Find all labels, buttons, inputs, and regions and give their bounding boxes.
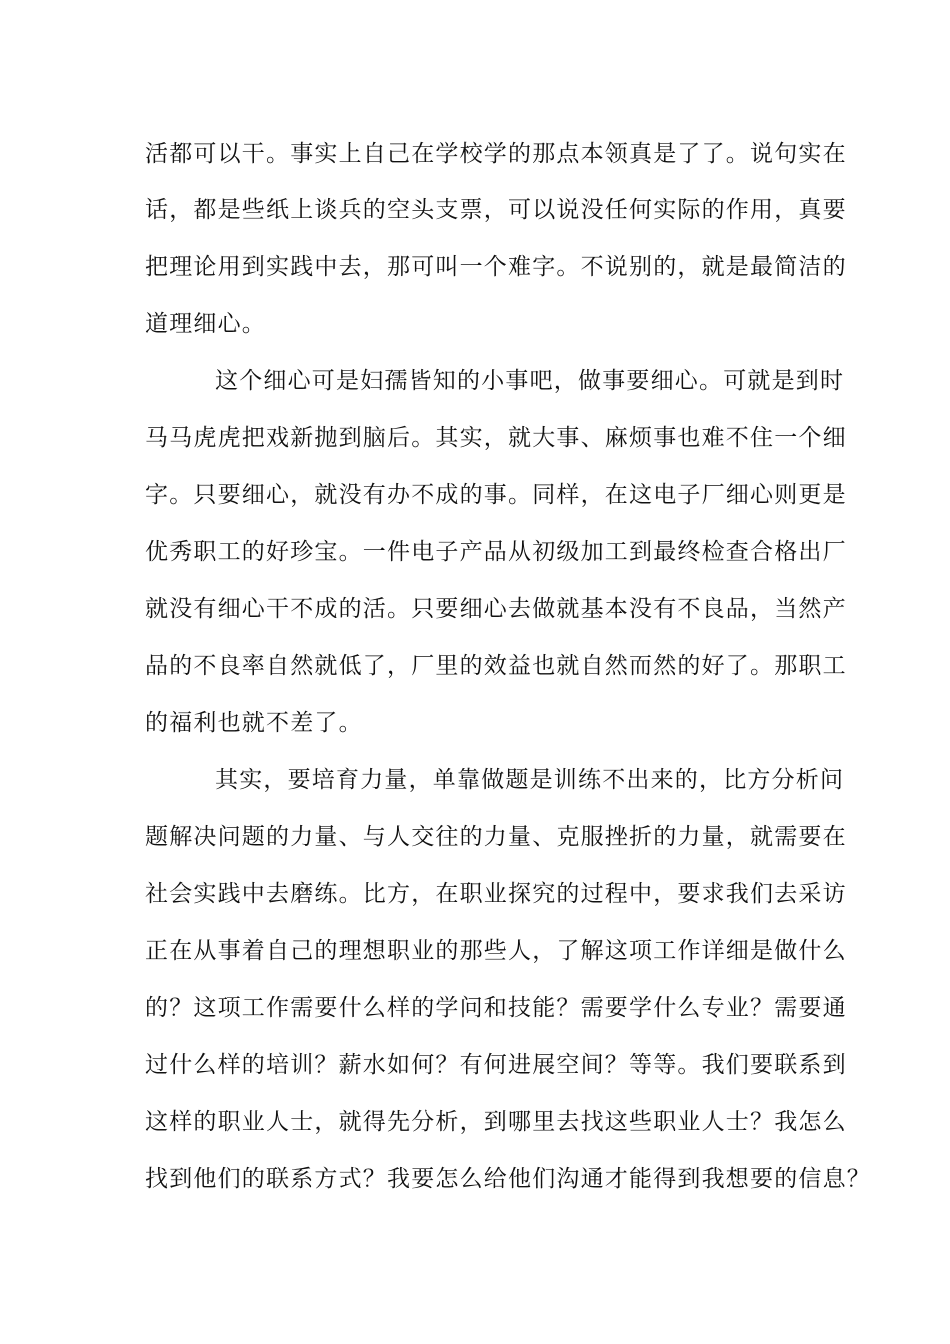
text-line: 活都可以干。事实上自己在学校学的那点本领真是了了。说句实在 — [145, 141, 847, 167]
text-line: 找到他们的联系方式？我要怎么给他们沟通才能得到我想要的信息？ — [145, 1166, 871, 1192]
text-line: 就没有细心干不成的活。只要细心去做就基本没有不良品，当然产 — [145, 596, 847, 622]
text-line: 这个细心可是妇孺皆知的小事吧，做事要细心。可就是到时 — [215, 368, 845, 394]
text-line: 优秀职工的好珍宝。一件电子产品从初级加工到最终检查合格出厂 — [145, 539, 847, 565]
text-line: 把理论用到实践中去，那可叫一个难字。不说别的，就是最简洁的 — [145, 254, 847, 280]
text-line: 过什么样的培训？薪水如何？有何进展空间？等等。我们要联系到 — [145, 1052, 847, 1078]
text-line: 其实，要培育力量，单靠做题是训练不出来的，比方分析问 — [215, 767, 845, 793]
text-line: 的福利也就不差了。 — [145, 710, 363, 736]
text-line: 的？这项工作需要什么样的学问和技能？需要学什么专业？需要通 — [145, 995, 847, 1021]
text-line: 正在从事着自己的理想职业的那些人，了解这项工作详细是做什么 — [145, 938, 847, 964]
text-line: 社会实践中去磨练。比方，在职业探究的过程中，要求我们去采访 — [145, 881, 847, 907]
text-line: 题解决问题的力量、与人交往的力量、克服挫折的力量，就需要在 — [145, 824, 847, 850]
text-line: 字。只要细心，就没有办不成的事。同样，在这电子厂细心则更是 — [145, 482, 847, 508]
text-line: 马马虎虎把戏新抛到脑后。其实，就大事、麻烦事也难不住一个细 — [145, 425, 847, 451]
text-line: 这样的职业人士，就得先分析，到哪里去找这些职业人士？我怎么 — [145, 1109, 847, 1135]
text-line: 道理细心。 — [145, 311, 266, 337]
text-line: 品的不良率自然就低了，厂里的效益也就自然而然的好了。那职工 — [145, 653, 847, 679]
text-line: 话，都是些纸上谈兵的空头支票，可以说没任何实际的作用，真要 — [145, 197, 847, 223]
